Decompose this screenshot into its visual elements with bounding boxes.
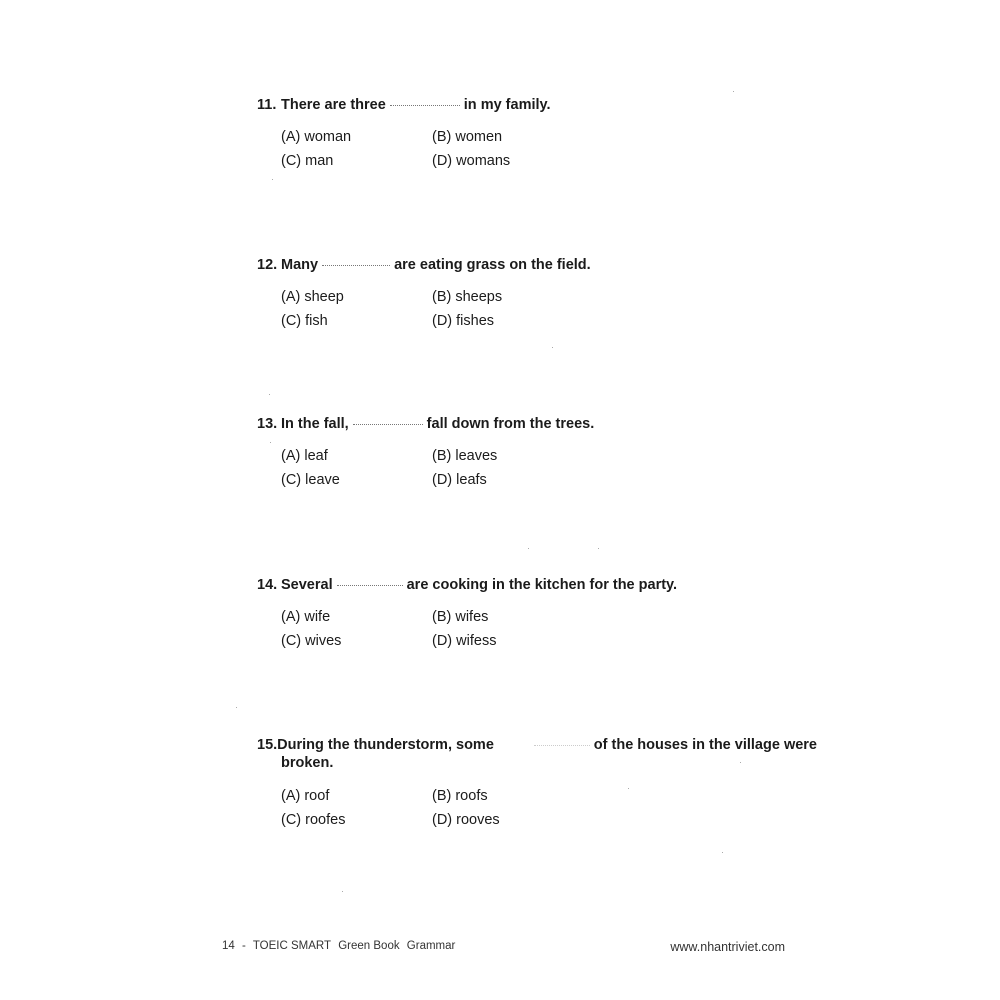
question-number: 12. [257, 257, 278, 273]
footer-separator: - [242, 940, 246, 952]
page-footer-left [222, 940, 459, 952]
scan-speck [598, 548, 599, 549]
option-c: (C) roofes [281, 812, 346, 828]
stem-text-before: There are three [281, 97, 386, 113]
question-number: 13. [257, 416, 278, 432]
option-d: (D) wifess [432, 633, 497, 649]
scan-speck [740, 762, 741, 763]
option-a: (A) roof [281, 788, 330, 804]
option-b: (B) leaves [432, 448, 498, 464]
question-stem [257, 256, 817, 274]
question-stem [257, 576, 817, 594]
scan-speck [270, 442, 271, 443]
stem-text-before: In the fall, [281, 416, 349, 432]
section-name: Grammar [406, 940, 456, 952]
option-d: (D) fishes [432, 313, 495, 329]
answer-options [257, 608, 817, 650]
question-number: 11. [257, 97, 277, 113]
scan-speck [528, 548, 529, 549]
option-b: (B) sheeps [432, 289, 503, 305]
stem-text-after: of the houses in the village were [593, 737, 817, 753]
question-stem [257, 736, 817, 754]
option-d: (D) womans [432, 153, 511, 169]
answer-blank [390, 104, 460, 106]
scan-speck [269, 394, 270, 395]
stem-text-after: fall down from the trees. [426, 416, 595, 432]
question-number: 15. [257, 737, 278, 753]
question-stem [257, 415, 817, 433]
option-a: (A) wife [281, 609, 331, 625]
book-name: Green Book [338, 940, 400, 952]
scan-speck [236, 707, 237, 708]
publisher-website: www.nhantriviet.com [670, 940, 785, 954]
option-c: (C) leave [281, 472, 340, 488]
question-number: 14. [257, 577, 278, 593]
question-stem [257, 96, 817, 114]
answer-options [257, 128, 817, 170]
answer-options [257, 288, 817, 330]
question-14 [257, 576, 817, 650]
series-name: TOEIC SMART [252, 940, 332, 952]
option-b: (B) wifes [432, 609, 489, 625]
option-c: (C) man [281, 153, 334, 169]
option-a: (A) woman [281, 129, 352, 145]
answer-blank [337, 584, 403, 586]
scan-speck [722, 852, 723, 853]
stem-text-after: are eating grass on the field. [394, 257, 591, 273]
stem-text-after: in my family. [463, 97, 551, 113]
stem-text-before: During the thunderstorm, some [277, 737, 494, 753]
question-11 [257, 96, 817, 170]
option-b: (B) roofs [432, 788, 488, 804]
scan-speck [733, 91, 734, 92]
answer-options [257, 447, 817, 489]
answer-blank [353, 423, 423, 425]
option-a: (A) sheep [281, 289, 344, 305]
stem-text-before: Many [281, 257, 319, 273]
option-c: (C) wives [281, 633, 342, 649]
answer-blank [322, 264, 390, 266]
stem-continuation: broken. [281, 755, 334, 771]
option-a: (A) leaf [281, 448, 328, 464]
stem-text-before: Several [281, 577, 333, 593]
page-number: 14 [222, 940, 235, 952]
option-d: (D) rooves [432, 812, 500, 828]
option-b: (B) women [432, 129, 503, 145]
question-13 [257, 415, 817, 489]
option-d: (D) leafs [432, 472, 487, 488]
scan-speck [342, 891, 343, 892]
option-c: (C) fish [281, 313, 328, 329]
scan-speck [628, 788, 629, 789]
answer-blank [534, 744, 590, 746]
stem-text-after: are cooking in the kitchen for the party. [406, 577, 678, 593]
question-12 [257, 256, 817, 330]
answer-options [257, 787, 817, 829]
scan-speck [552, 347, 553, 348]
question-15 [257, 736, 817, 829]
scan-speck [272, 179, 273, 180]
